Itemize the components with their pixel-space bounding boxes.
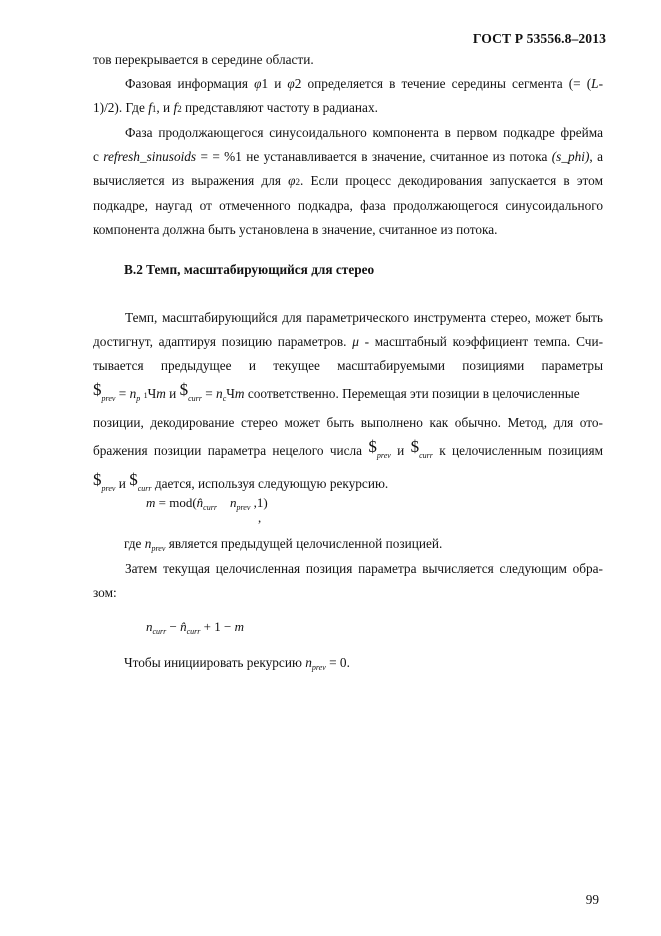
formula-comma: ,: [258, 510, 262, 525]
text-line: $\$_{prev}$ и $\$_{curr}$ дается, используя следующую рекурсию.: [93, 470, 389, 493]
n-hat-glyph: $: [129, 470, 138, 489]
n-hat-glyph: $: [179, 380, 189, 399]
text-line: тывается предыдущее и текущее масштабируемыми позициями параметры: [93, 358, 603, 373]
formula-ncurr: $n_{curr}$ − $n̂_{curr} + 1 - m$: [146, 619, 244, 636]
text-line: Темп, масштабирующийся для параметрического инструмента стерео, может быть: [125, 310, 603, 325]
section-heading: B.2 Темп, масштабирующийся для стерео: [124, 262, 375, 277]
text-line: позиции, декодирование стерео может быть выполнено как обычно. Метод, для ото-: [93, 415, 603, 430]
text-line: 1)/2). Где f1, и f2 представляют частоту в радианах.: [93, 100, 378, 115]
formula-mod: $m = mod(n̂_{curr}$ $n_{prev}$ ,1): [146, 495, 268, 512]
text-line: Фаза продолжающегося синусоидального компонента в первом подкадре фрейма: [125, 125, 603, 140]
section-paragraph: [93, 306, 603, 501]
text-line: бражения позиции параметра нецелого числа $\$_{prev}$ и $\$_{curr}$ к целочисленным позициям: [93, 437, 603, 460]
next-paragraph: [93, 557, 603, 605]
n-hat-glyph: $: [93, 470, 102, 489]
text-line: Затем текущая целочисленная позиция параметра вычисляется следующим обра-: [125, 561, 603, 576]
init-line: Чтобы инициировать рекурсию $n_{prev} = 0$.: [124, 655, 350, 672]
text-line: Фазовая информация φ1 и φ2 определяется в течение середины сегмента (= (L-: [125, 76, 604, 91]
intro-paragraphs: [93, 48, 603, 242]
page-number: 99: [585, 892, 599, 907]
n-hat-glyph: $: [368, 437, 377, 456]
text-line: подкадре, наугад от отмеченного подкадра, фаза продолжающегося синусоидального: [93, 198, 603, 213]
n-hat-glyph: $: [93, 380, 102, 399]
n-hat-glyph: $: [410, 437, 420, 456]
text-line: $\$_{prev} = n_p$ 1Чm и $\$_{curr} = n_cЧm$ соответственно. Перемещая эти позиции в целочисленные: [93, 380, 580, 403]
text-line: зом:: [93, 585, 117, 600]
document-code-header: ГОСТ Р 53556.8–2013: [472, 31, 606, 46]
where-line: где $n_{prev}$ является предыдущей целочисленной позицией.: [124, 536, 443, 553]
text-line: компонента должна быть установлена в значение, считанное из потока.: [93, 222, 498, 237]
text-line: c refresh_sinusoids = = %1 не устанавливается в значение, считанное из потока (s_phi), а: [93, 149, 603, 164]
text-line: тов перекрывается в середине области.: [93, 52, 314, 67]
text-line: достигнут, адаптируя позицию параметров. μ - масштабный коэффициент темпа. Счи-: [93, 334, 603, 349]
text-line: вычисляется из выражения для φ2. Если процесс декодирования запускается в этом: [93, 173, 603, 188]
text-fragment: соответственно. Перемещая эти позиции в целочисленные: [247, 386, 580, 401]
